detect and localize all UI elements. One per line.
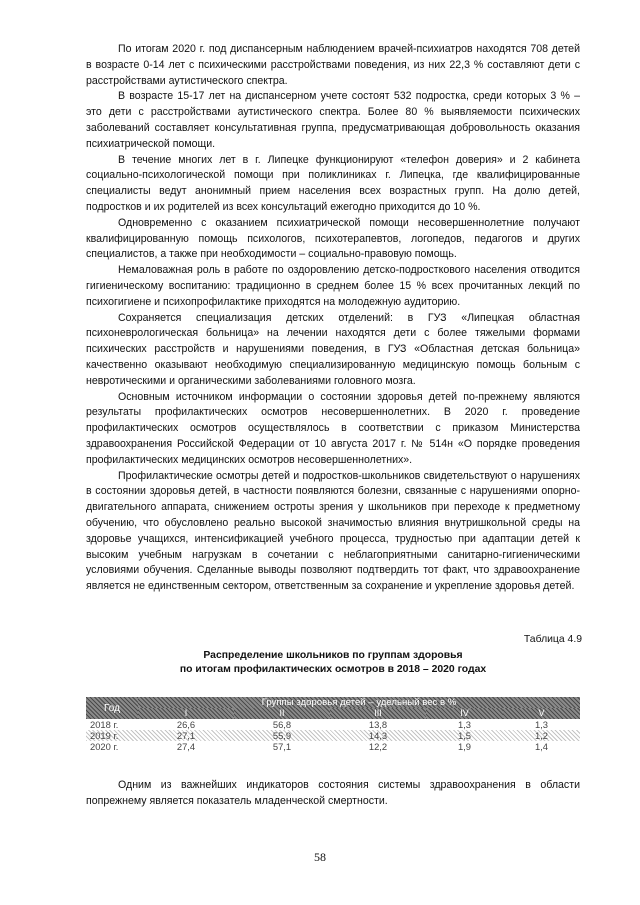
health-groups-table <box>86 697 580 752</box>
body-text <box>86 42 580 595</box>
paragraph-3: В течение многих лет в г. Липецке функционируют «телефон доверия» и 2 кабинета социально-психологической помощи при поликлиниках г. Липецка, где квалифицированные специалисты ведут анонимный прием населения всех возрастных групп. На долю детей, подростков и их родителей из всех консультаций ежегодно приходится до 10 %. <box>86 153 580 213</box>
table-row <box>86 719 580 730</box>
paragraph-2: В возрасте 15-17 лет на диспансерном учете состоят 532 подростка, среди которых 3 % – это дети с расстройствами аутистического спектра. Более 80 % выявляемости психических заболеваний составляет консультативная группа, предусматривающая добровольность оказания психиатрической помощи. <box>86 90 580 150</box>
groups-header: Группы здоровья детей – удельный вес в % <box>138 697 580 708</box>
group-column-header: III <box>330 708 426 719</box>
page-number: 58 <box>314 850 326 864</box>
table-cell: 1,3 <box>534 719 548 730</box>
paragraph-6: Сохраняется специализация детских отделений: в ГУЗ «Липецкая областная психоневрологическая больница» на лечении находятся дети с более тяжелыми формами психических расстройств и нарушениями поведения, в ГУЗ «Областная детская больница» качественно оказывают необходимую специализированную медицинскую помощь больным с невротическими и органическими заболеваниями головного мозга. <box>86 311 580 387</box>
table-cell: 26,6 <box>176 719 196 730</box>
table-cell: 13,8 <box>368 719 388 730</box>
group-column-header: II <box>234 708 330 719</box>
paragraph-5: Немаловажная роль в работе по оздоровлению детско-подросткового населения отводится гигиеническому воспитанию: традиционно в среднем более 15 % всех прочитанных лекций по психогигиене и психопрофилактике приходятся на молодежную аудиторию. <box>86 264 580 308</box>
table-cell: 1,4 <box>534 741 548 752</box>
table-cell: 1,2 <box>534 730 548 741</box>
paragraph-4: Одновременно с оказанием психиатрической помощи несовершеннолетние получают квалифицированную помощь психологов, психотерапевтов, логопедов, педагогов и других специалистов, а также при необходимости – социально-правовую помощь. <box>86 216 580 261</box>
table-cell: 27,1 <box>176 730 196 741</box>
table-cell: 57,1 <box>272 741 292 752</box>
group-column-header: IV <box>426 708 503 719</box>
table-cell: 14,3 <box>368 730 388 741</box>
year-column-header: Год <box>86 697 138 719</box>
table-row <box>86 730 580 741</box>
table-label: Таблица 4.9 <box>523 634 582 645</box>
table-cell: 1,9 <box>457 741 471 752</box>
table-cell: 1,5 <box>457 730 471 741</box>
table-cell: 56,8 <box>272 719 292 730</box>
table-title <box>86 649 580 677</box>
table-cell: 1,3 <box>457 719 471 730</box>
table-cell: 27,4 <box>176 741 196 752</box>
group-column-header: V <box>503 708 580 719</box>
table-cell: 12,2 <box>368 741 388 752</box>
table-cell-year: 2020 г. <box>90 741 119 752</box>
paragraph-7: Основным источником информации о состоянии здоровья детей по-прежнему являются результаты профилактических осмотров несовершеннолетних. В 2020 г. проведение профилактических осмотров осуществлялось в соответствии с приказом Министерства здравоохранения Российской Федерации от 10 августа 2017 г. № 514н «О порядке проведения профилактических медицинских осмотров несовершеннолетних». <box>86 390 580 466</box>
paragraph-1: По итогам 2020 г. под диспансерным наблюдением врачей-психиатров находятся 708 детей в возрасте 0-14 лет с психическими расстройствами поведения, из них 22,3 % составляют дети с расстройствами аутистического спектра. <box>86 43 580 87</box>
table-title-line-1: Распределение школьников по группам здоровья <box>203 650 463 661</box>
table-cell-year: 2018 г. <box>90 719 119 730</box>
table-cell: 55,9 <box>272 730 292 741</box>
table-cell-year: 2019 г. <box>90 730 119 741</box>
paragraph-8: Профилактические осмотры детей и подростков-школьников свидетельствуют о нарушениях в состоянии здоровья детей, в частности появляются болезни, связанные с нарушениями опорно-двигательного аппарата, снижением остроты зрения у школьников при переходе к предметному обучению, что обусловлено реально высокой значимостью влияния внутришкольной среды на здоровье учащихся, интенсификацией учебного процесса, трудностью при адаптации детей к высоким учебным нагрузкам в сочетании с неблагоприятными санитарно-гигиеническими условиями обучения. Сделанные выводы позволяют подтвердить тот факт, что здравоохранение является не единственным сектором, ответственным за сохранение и укрепление здоровья детей. <box>86 469 580 593</box>
table-title-line-2: по итогам профилактических осмотров в 2018 – 2020 годах <box>179 664 487 675</box>
group-column-header: I <box>138 708 234 719</box>
closing-paragraph: Одним из важнейших индикаторов состояния системы здравоохранения в области попрежнему является показатель младенческой смертности. <box>86 779 580 807</box>
table-row <box>86 741 580 752</box>
